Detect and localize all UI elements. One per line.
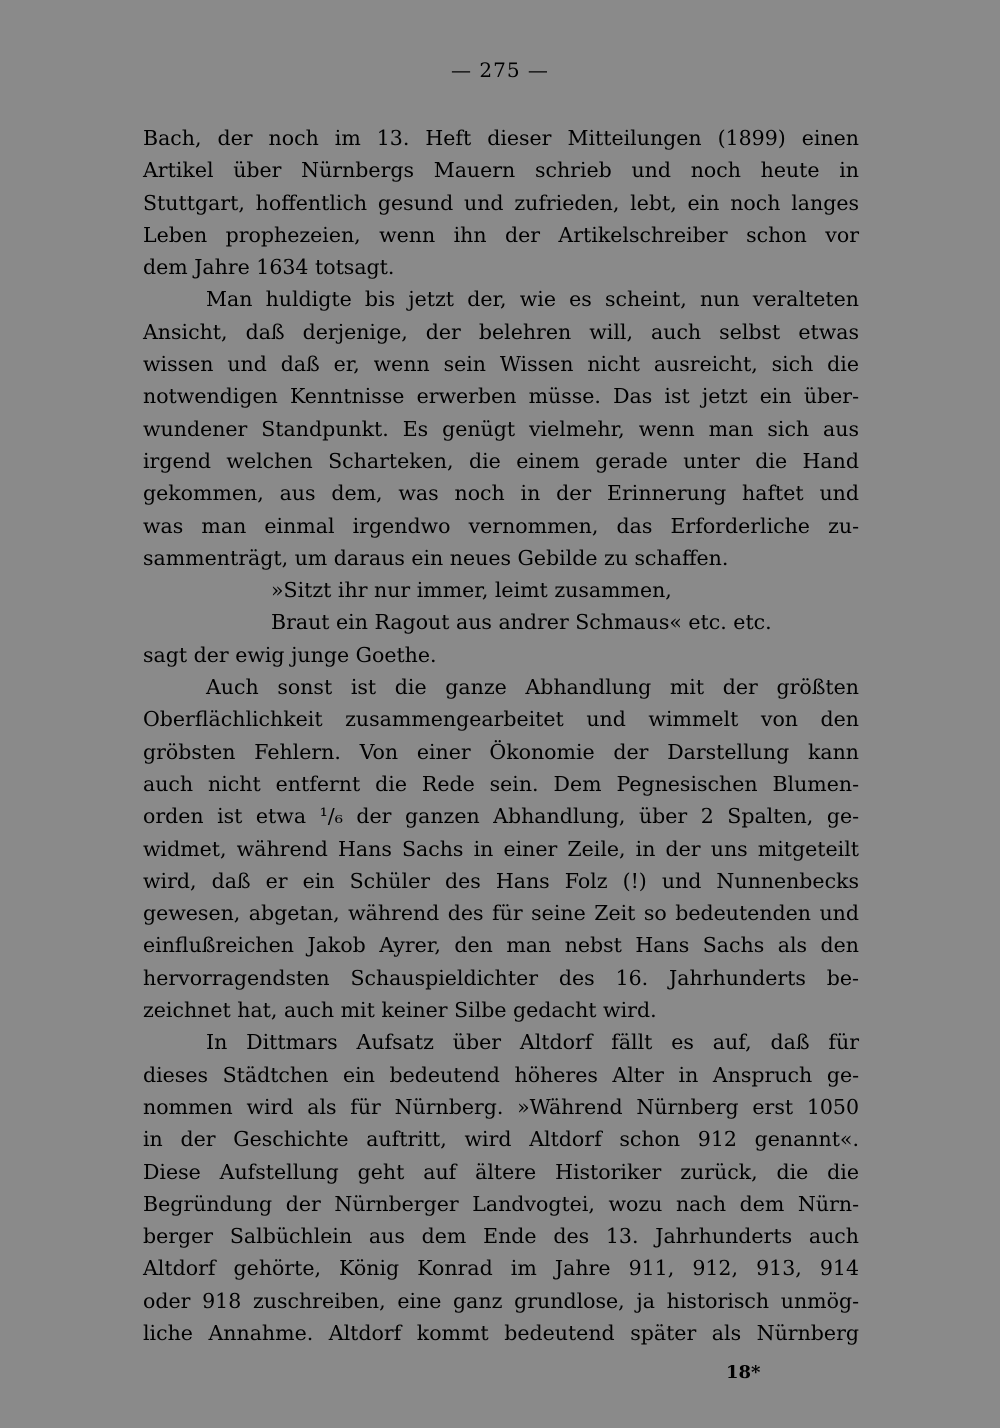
text-line: Auch sonst ist die ganze Abhandlung mit der größten	[206, 675, 859, 700]
text-line: orden ist etwa ¹/₆ der ganzen Abhandlung, über 2 Spalten, ge-	[143, 804, 859, 829]
text-line: einflußreichen Jakob Ayrer, den man nebst Hans Sachs als den	[143, 933, 859, 958]
text-line: gekommen, aus dem, was noch in der Erinnerung haftet und	[143, 481, 859, 506]
text-line: sammenträgt, um daraus ein neues Gebilde zu schaffen.	[143, 545, 729, 570]
text-line: Ansicht, daß derjenige, der belehren will, auch selbst etwas	[143, 319, 859, 344]
text-line: Artikel über Nürnbergs Mauern schrieb und noch heute in	[143, 158, 859, 183]
text-line: liche Annahme. Altdorf kommt bedeutend später als Nürnberg	[143, 1320, 859, 1345]
text-line: Stuttgart, hoffentlich gesund und zufrieden, lebt, ein noch langes	[143, 190, 859, 215]
text-line: was man einmal irgendwo vernommen, das Erforderliche zu-	[143, 513, 859, 538]
text-line: Oberflächlichkeit zusammengearbeitet und wimmelt von den	[143, 707, 859, 732]
text-line: gröbsten Fehlern. Von einer Ökonomie der Darstellung kann	[143, 739, 859, 764]
text-line: Begründung der Nürnberger Landvogtei, wozu nach dem Nürn-	[143, 1191, 859, 1216]
text-line: nommen wird als für Nürnberg. »Während Nürnberg erst 1050	[143, 1094, 859, 1119]
text-line: berger Salbüchlein aus dem Ende des 13. Jahrhunderts auch	[143, 1224, 859, 1249]
text-line: sagt der ewig junge Goethe.	[143, 642, 437, 667]
text-line: Bach, der noch im 13. Heft dieser Mitteilungen (1899) einen	[143, 126, 859, 150]
text-line: in der Geschichte auftritt, wird Altdorf schon 912 genannt«.	[143, 1127, 859, 1152]
text-line: Diese Aufstellung geht auf ältere Historiker zurück, die die	[143, 1159, 859, 1184]
text-line: auch nicht entfernt die Rede sein. Dem Pegnesischen Blumen-	[143, 771, 859, 796]
text-line: Man huldigte bis jetzt der, wie es scheint, nun veralteten	[206, 287, 859, 312]
text-line: widmet, während Hans Sachs in einer Zeile, in der uns mitgeteilt	[143, 836, 859, 861]
page-number: — 275 —	[451, 58, 549, 82]
text-line: irgend welchen Scharteken, die einem gerade unter die Hand	[143, 448, 859, 473]
body-text	[143, 122, 859, 1349]
text-line: Altdorf gehörte, König Konrad im Jahre 911, 912, 913, 914	[143, 1256, 859, 1281]
text-line: hervorragendsten Schauspieldichter des 16. Jahrhunderts be-	[143, 965, 859, 990]
signature-mark: 18*	[726, 1362, 761, 1383]
text-line: wird, daß er ein Schüler des Hans Folz (!) und Nunnenbecks	[143, 868, 859, 893]
text-line: oder 918 zuschreiben, eine ganz grundlose, ja historisch unmög-	[143, 1288, 859, 1313]
text-line: notwendigen Kenntnisse erwerben müsse. Das ist jetzt ein über-	[143, 384, 859, 409]
text-line: dieses Städtchen ein bedeutend höheres Alter in Anspruch ge-	[143, 1062, 859, 1087]
text-line: Leben prophezeien, wenn ihn der Artikelschreiber schon vor	[143, 222, 859, 247]
text-line: gewesen, abgetan, während des für seine Zeit so bedeutenden und	[143, 901, 859, 926]
text-line: wundener Standpunkt. Es genügt vielmehr, wenn man sich aus	[143, 416, 859, 441]
text-line: »Sitzt ihr nur immer, leimt zusammen,	[271, 578, 672, 603]
text-line: dem Jahre 1634 totsagt.	[143, 255, 395, 280]
text-line: Braut ein Ragout aus andrer Schmaus« etc. etc.	[271, 610, 772, 635]
text-line: zeichnet hat, auch mit keiner Silbe gedacht wird.	[143, 998, 657, 1023]
text-line: In Dittmars Aufsatz über Altdorf fällt es auf, daß für	[206, 1030, 859, 1055]
text-line: wissen und daß er, wenn sein Wissen nicht ausreicht, sich die	[143, 352, 859, 377]
